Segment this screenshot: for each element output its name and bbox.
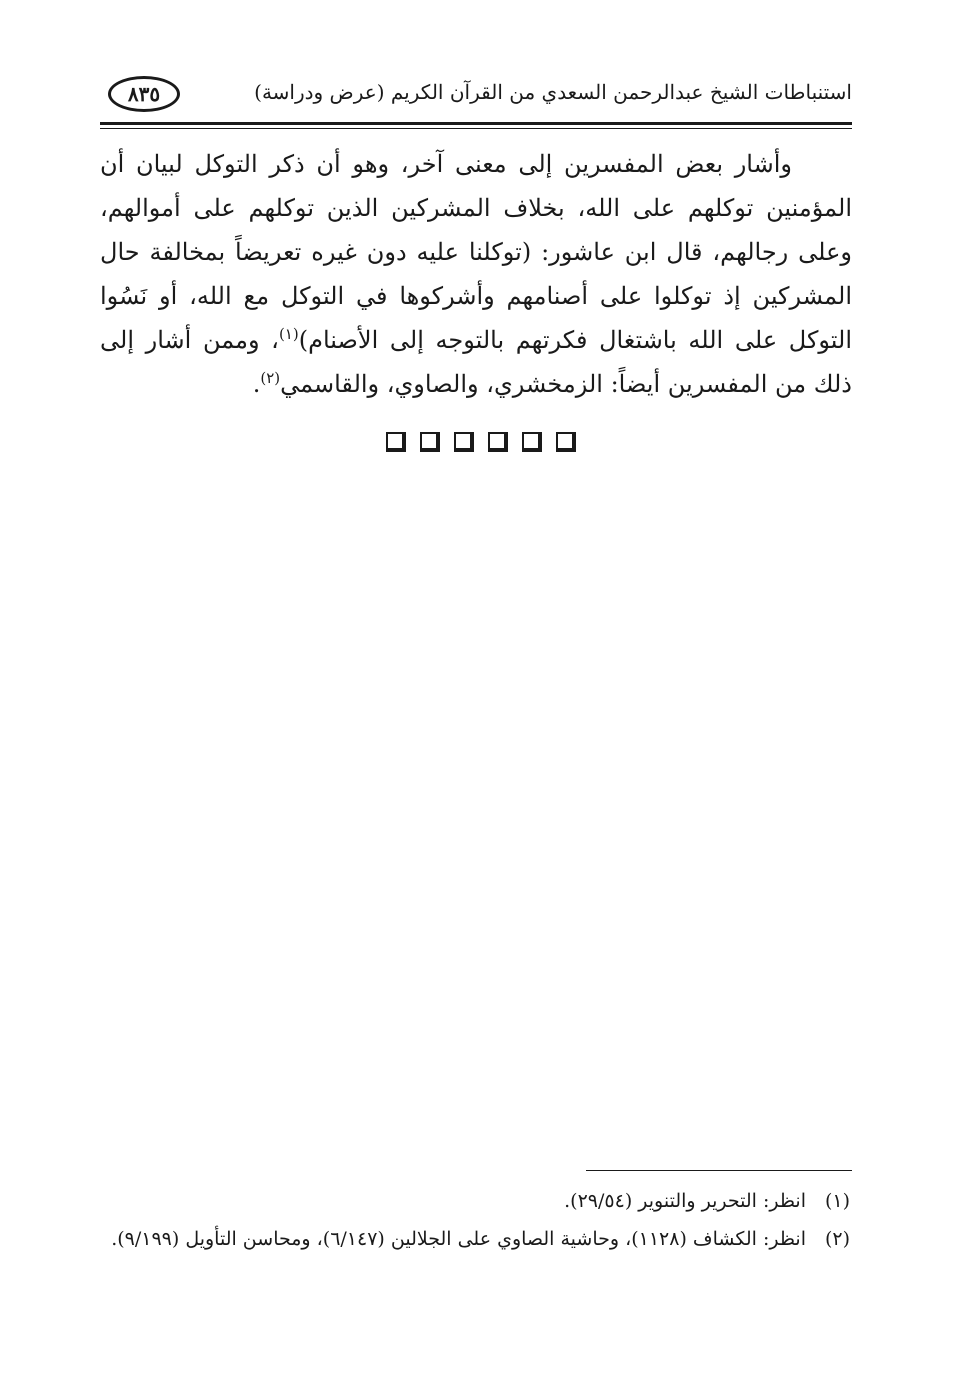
page-number: ٨٣٥ — [127, 82, 161, 106]
running-header — [100, 66, 852, 122]
body-paragraph — [100, 142, 852, 406]
header-rule-thick — [100, 122, 852, 125]
body-text-part-3: . — [252, 370, 261, 398]
separator-square-icon — [522, 432, 542, 452]
header-rule-thin — [100, 128, 852, 129]
body-text-part-2: ، وممن أشار إلى ذلك من المفسرين أيضاً: الزمخشري، والصاوي، والقاسمي — [100, 326, 852, 398]
header-title: استنباطات الشيخ عبدالرحمن السعدي من القرآن الكريم (عرض ودراسة) — [254, 80, 852, 104]
separator-square-icon — [556, 432, 576, 452]
footnote-number: (١) — [824, 1190, 850, 1212]
separator-square-icon — [488, 432, 508, 452]
footnote-ref-1[interactable]: (١) — [278, 325, 299, 343]
separator-square-icon — [454, 432, 474, 452]
footnote-rule — [586, 1170, 852, 1171]
separator-square-icon — [386, 432, 406, 452]
footnote-2 — [90, 1222, 850, 1256]
footnote-text: انظر: التحرير والتنوير (٢٩/٥٤). — [564, 1190, 806, 1212]
footnotes — [90, 1184, 850, 1256]
footnote-ref-2[interactable]: (٢) — [260, 369, 281, 387]
separator-square-icon — [420, 432, 440, 452]
body-text-part-1: وأشار بعض المفسرين إلى معنى آخر، وهو أن ذكر التوكل لبيان أن المؤمنين توكلهم على الله، بخلاف المشركين الذين توكلهم على أموالهم، وعلى رجالهم، قال ابن عاشور: (توكلنا عليه دون غيره تعريضاً بمخالفة حال المشركين إذ توكلوا على أصنامهم وأشركوها في التوكل مع الله، أو نَسُوا التوكل على الله باشتغال فكرتهم بالتوجه إلى الأصنام) — [100, 150, 853, 354]
footnote-number: (٢) — [824, 1228, 850, 1250]
footnote-1 — [90, 1184, 850, 1218]
section-separator — [0, 432, 961, 452]
footnote-text: انظر: الكشاف (١١٢٨)، وحاشية الصاوي على الجلالين (٦/١٤٧)، ومحاسن التأويل (٩/١٩٩). — [111, 1228, 806, 1250]
page-number-badge — [108, 76, 180, 112]
